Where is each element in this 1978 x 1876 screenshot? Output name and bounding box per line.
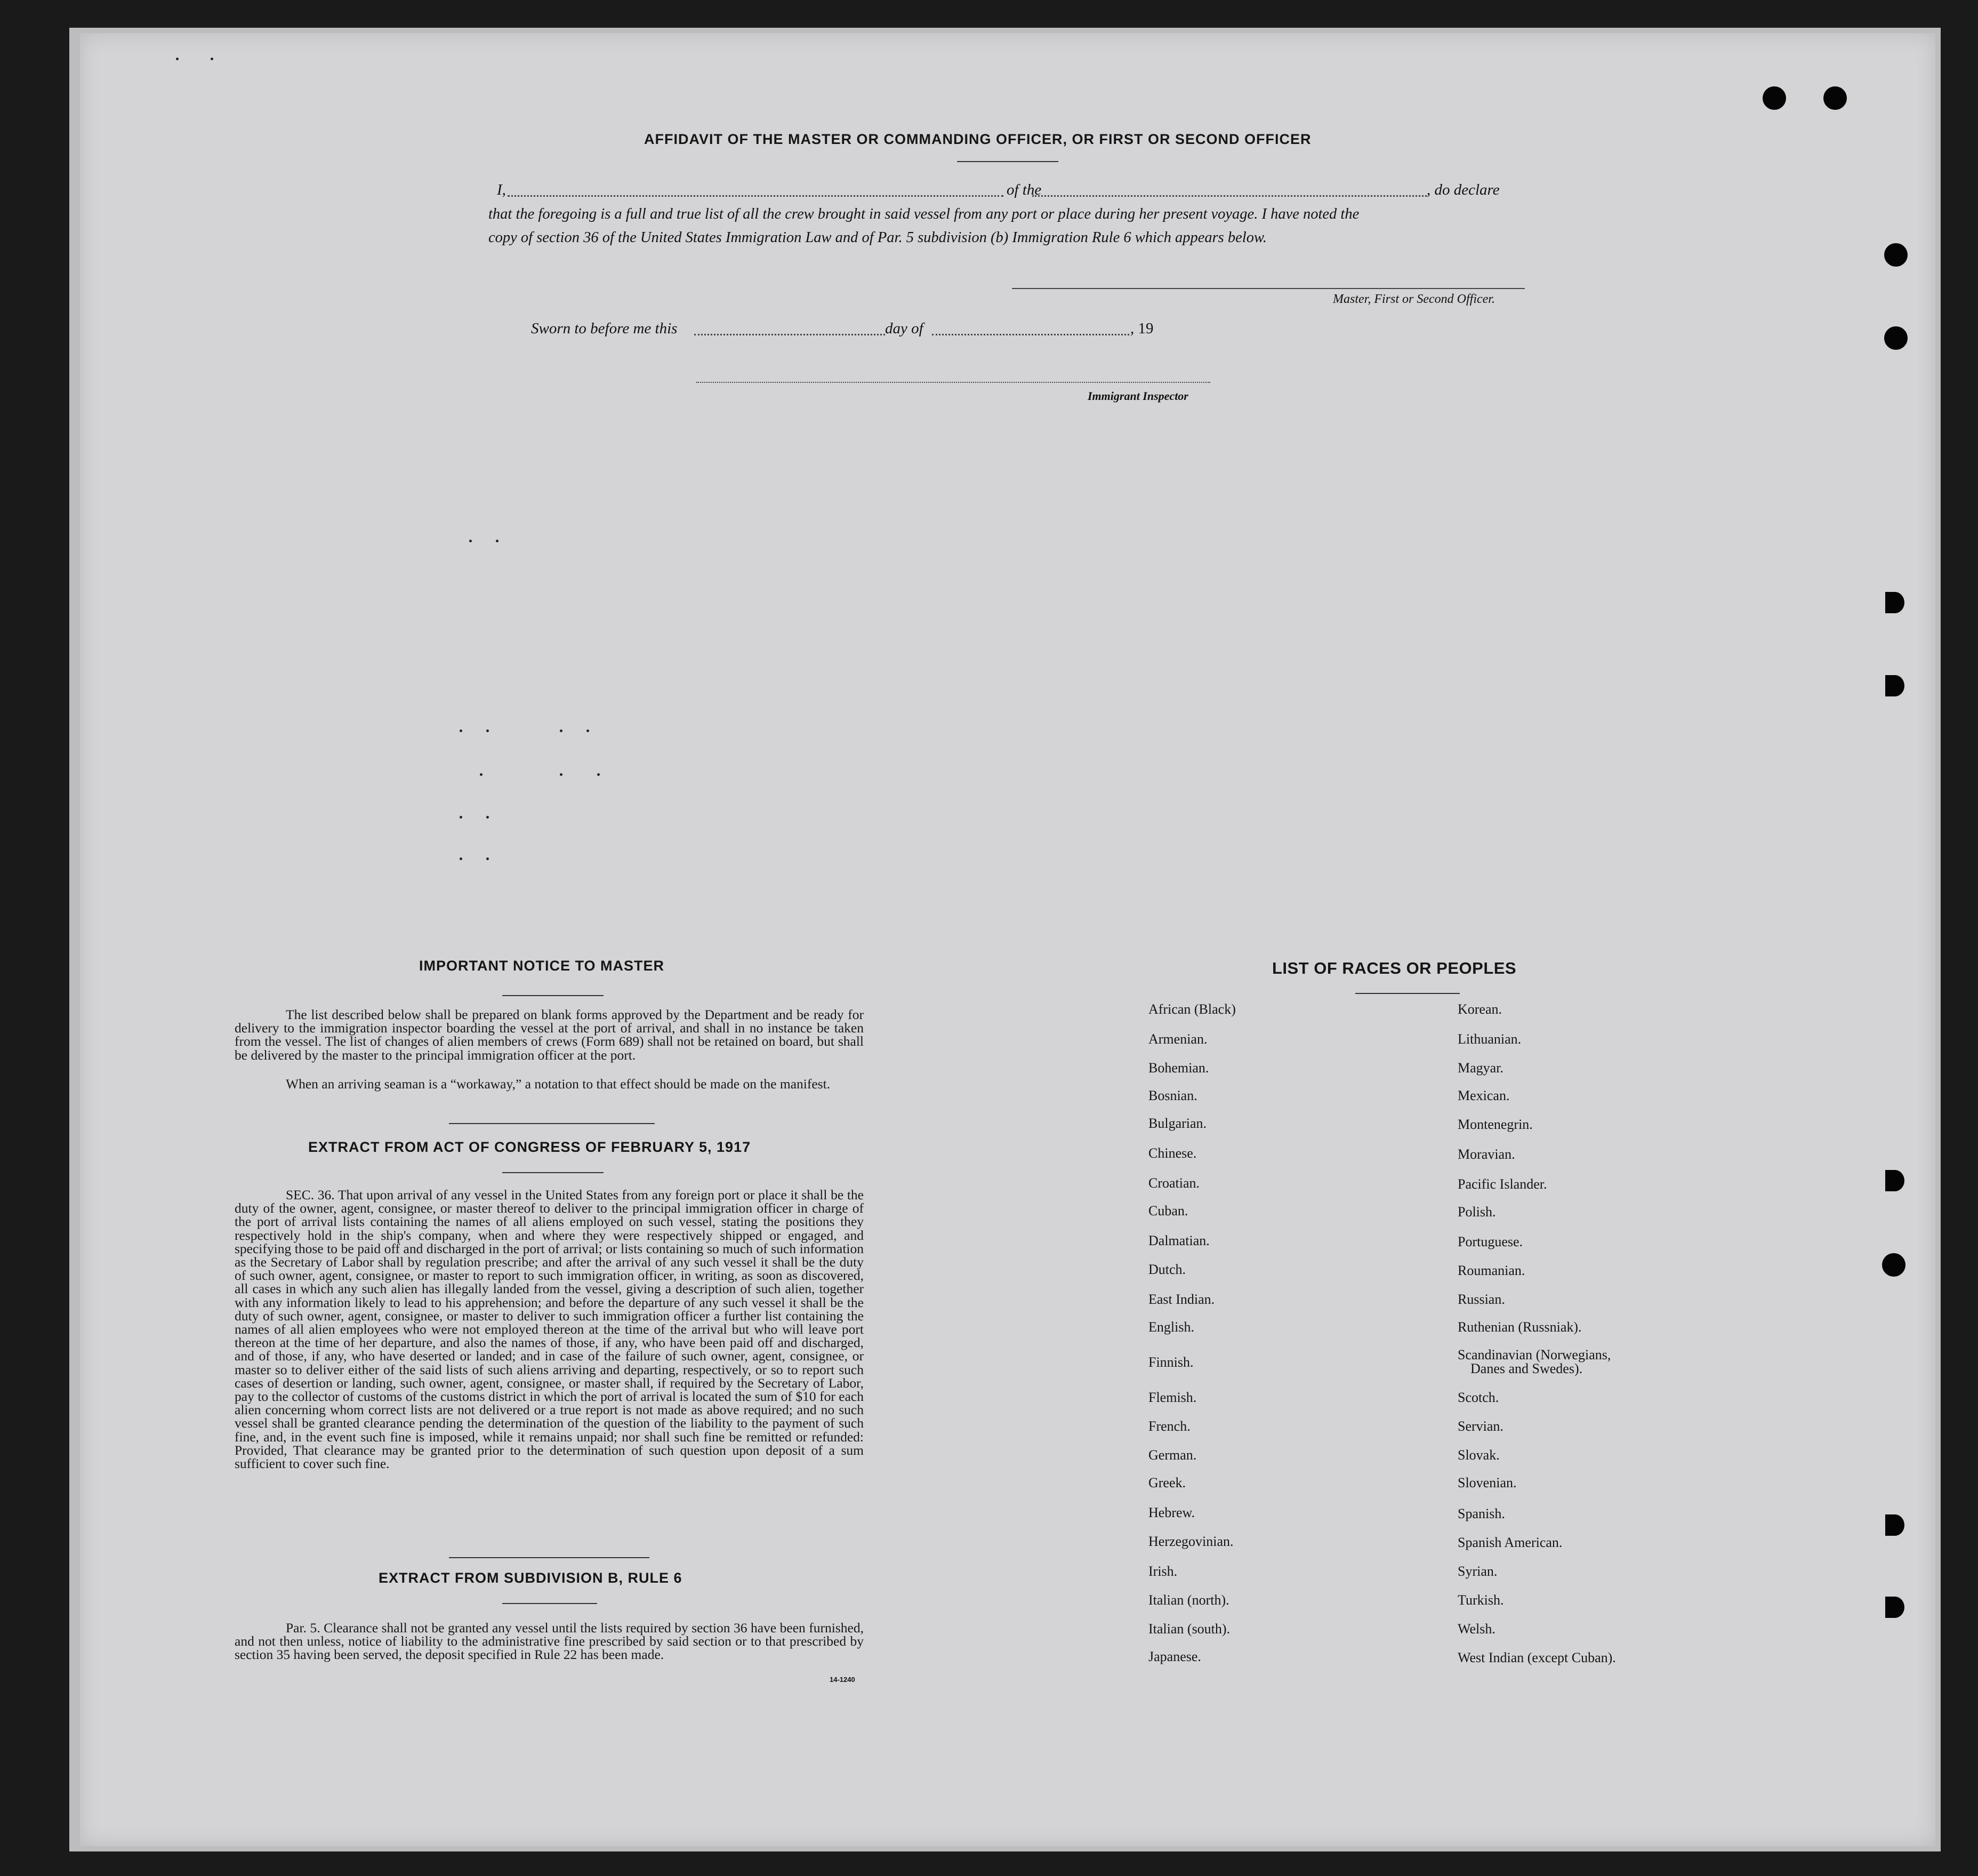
race-item: Spanish. [1458, 1506, 1505, 1521]
speck [586, 729, 589, 732]
notice-title: IMPORTANT NOTICE TO MASTER [419, 958, 664, 974]
race-item: East Indian. [1148, 1292, 1215, 1307]
race-item: Montenegrin. [1458, 1117, 1533, 1132]
speck [560, 729, 562, 732]
punch-hole [1885, 1170, 1904, 1191]
race-item: Greek. [1148, 1475, 1186, 1490]
race-item: Pacific Islander. [1458, 1176, 1547, 1192]
race-item: French. [1148, 1418, 1191, 1434]
race-item: Finnish. [1148, 1354, 1194, 1370]
race-item: Flemish. [1148, 1390, 1197, 1405]
speck [486, 729, 489, 732]
month-blank[interactable] [932, 334, 1129, 335]
speck [460, 816, 462, 819]
speck [460, 857, 462, 860]
race-item: Dutch. [1148, 1262, 1186, 1277]
speck [176, 58, 179, 60]
race-item: German. [1148, 1447, 1197, 1463]
race-item: Korean. [1458, 1001, 1502, 1017]
punch-hole [1885, 592, 1904, 613]
punch-hole [1885, 1597, 1904, 1618]
race-item: Portuguese. [1458, 1234, 1523, 1249]
sworn-date-blank[interactable] [694, 334, 885, 335]
signature-line[interactable] [1012, 288, 1525, 289]
divider [1355, 993, 1460, 994]
vessel-blank[interactable] [1032, 195, 1427, 197]
race-item: Polish. [1458, 1204, 1496, 1220]
divider [449, 1557, 649, 1558]
speck [597, 773, 600, 776]
race-item: Bohemian. [1148, 1060, 1209, 1076]
sworn-label: Sworn to before me this [531, 320, 678, 337]
manifest-page [80, 33, 1935, 1846]
form-number: 14-1240 [830, 1675, 855, 1683]
affidavit-statement-line2: that the foregoing is a full and true list of all the crew brought in said vessel from any port or place during her present voyage. I have noted the [488, 206, 1360, 222]
races-title: LIST OF RACES OR PEOPLES [1272, 959, 1517, 977]
race-item: Magyar. [1458, 1060, 1503, 1076]
punch-hole [1885, 1514, 1904, 1536]
punch-hole [1882, 1253, 1905, 1277]
signature-caption: Master, First or Second Officer. [1333, 292, 1495, 306]
race-item: Scotch. [1458, 1390, 1499, 1405]
race-item: Spanish American. [1458, 1535, 1563, 1550]
speck [211, 58, 213, 60]
race-item: African (Black) [1148, 1001, 1236, 1017]
affidavit-of-the-label: of the [1007, 181, 1042, 198]
race-item: Ruthenian (Russniak). [1458, 1319, 1582, 1335]
race-item: Herzegovinian. [1148, 1534, 1234, 1549]
race-item: Bosnian. [1148, 1088, 1197, 1103]
race-item: Japanese. [1148, 1649, 1201, 1664]
affidavit-statement-line3: copy of section 36 of the United States Immigration Law and of Par. 5 subdivision (b) Immigration Rule 6 which appears below. [488, 229, 1267, 246]
speck [469, 540, 472, 542]
inspector-signature-line[interactable] [696, 382, 1210, 383]
race-item: Servian. [1458, 1418, 1503, 1434]
punch-hole [1884, 326, 1908, 350]
punch-hole [1763, 86, 1786, 110]
notice-paragraph-2: When an arriving seaman is a “workaway,” a notation to that effect should be made on the manifest. [286, 1076, 831, 1092]
divider [502, 995, 604, 996]
divider [957, 161, 1058, 162]
speck [486, 816, 489, 819]
race-item: Slovak. [1458, 1447, 1500, 1463]
divider [502, 1172, 604, 1173]
race-item: Slovenian. [1458, 1475, 1517, 1490]
race-item: Dalmatian. [1148, 1233, 1210, 1248]
race-item: Croatian. [1148, 1175, 1200, 1191]
extract-act-title: EXTRACT FROM ACT OF CONGRESS OF FEBRUARY 5, 1917 [308, 1139, 751, 1155]
race-item: Bulgarian. [1148, 1116, 1207, 1131]
punch-hole [1823, 86, 1847, 110]
extract-rule-title: EXTRACT FROM SUBDIVISION B, RULE 6 [379, 1570, 682, 1586]
race-item: Moravian. [1458, 1147, 1515, 1162]
race-item: Welsh. [1458, 1621, 1495, 1637]
punch-hole [1885, 675, 1904, 696]
race-item: Mexican. [1458, 1088, 1510, 1103]
race-item: Scandinavian (Norwegians, [1458, 1347, 1611, 1362]
race-item: Hebrew. [1148, 1505, 1195, 1520]
speck [496, 540, 498, 542]
race-item: Russian. [1458, 1292, 1505, 1307]
speck [460, 729, 462, 732]
section-36-text: SEC. 36. That upon arrival of any vessel in the United States from any foreign port or place it shall be the duty of the owner, agent, consignee, or master thereof to deliver to the principal immigration officer in charge of the port of arrival lists containing the names of all aliens employed on such vessel, stating the positions they respectively hold in the ship's company, when and where they were respectively shipped or engaged, and specifying those to be paid off and discharged in the port of arrival; or lists containing so much of such information as the Secretary of Labor shall by regulation prescribe; and after the arrival of any such vessel it shall be the duty of such owner, agent, consignee, or master to report to such immigration officer, in writing, as soon as discovered, all cases in which any such alien has illegally landed from the vessel, giving a description of such alien, together with any information likely to lead to his apprehension; and before the departure of any such vessel it shall be the duty of such owner, agent, consignee, or master to deliver to such immigration officer a further list containing the names of all alien employees who were not employed thereon at the time of the arrival but who will leave port thereon at the time of her departure, and also the names of those, if any, who have been paid off and discharged, and of those, if any, who have deserted or landed; and in case of the failure of such owner, agent, consignee, or master so to deliver either of the said lists of such aliens arriving and departing, respectively, or so to report such cases of desertion or landing, such owner, agent, consignee, or master shall, if required by the Secretary of Labor, pay to the collector of customs of the customs district in which the port of arrival is located the sum of $10 for each alien concerning whom correct lists are not delivered or a true report is not made as above required; and no such vessel shall be granted clearance pending the determination of the question of the liability to the payment of such fine, and, in the event such fine is imposed, while it remains unpaid; nor shall such fine be remitted or refunded: Provided, That clearance may be granted prior to the determination of such question upon deposit of a sum sufficient to cover such fine. [235, 1187, 864, 1472]
race-item: Armenian. [1148, 1031, 1208, 1047]
race-scandinavian-continued: Danes and Swedes). [1470, 1361, 1583, 1376]
notice-paragraph-1: The list described below shall be prepared on blank forms approved by the Department and be ready for delivery to the immigration inspector boarding the vessel at the port of arrival, and shall in no instance be taken from the vessel. The list of changes of alien members of crews (Form 689) shall not be retained on board, but shall be delivered by the master to the principal immigration officer at the port. [235, 1007, 864, 1063]
divider [449, 1123, 655, 1124]
speck [480, 773, 483, 776]
race-item: West Indian (except Cuban). [1458, 1650, 1616, 1665]
race-item: Chinese. [1148, 1145, 1197, 1161]
race-item: Turkish. [1458, 1592, 1504, 1608]
affidavit-i-label: I, [497, 181, 506, 198]
race-item: Irish. [1148, 1564, 1178, 1579]
race-item: Italian (north). [1148, 1592, 1229, 1608]
speck [560, 773, 562, 776]
race-item: Lithuanian. [1458, 1031, 1522, 1047]
race-item: Syrian. [1458, 1564, 1498, 1579]
rule-6-text: Par. 5. Clearance shall not be granted any vessel until the lists required by section 36 have been furnished, and not then unless, notice of liability to the administrative fine prescribed by said section or to that prescribed by section 35 having been served, the deposit specified in Rule 22 has been made. [235, 1620, 864, 1663]
race-item: Cuban. [1148, 1203, 1188, 1218]
inspector-caption: Immigrant Inspector [1088, 389, 1188, 403]
divider [502, 1603, 597, 1604]
punch-hole [1884, 243, 1908, 267]
affidavit-declare-label: , do declare [1427, 181, 1500, 198]
affidavit-title: AFFIDAVIT OF THE MASTER OR COMMANDING OFFICER, OR FIRST OR SECOND OFFICER [644, 131, 1312, 147]
name-blank[interactable] [508, 195, 1003, 197]
day-of-label: day of [885, 320, 923, 337]
race-item: English. [1148, 1319, 1194, 1335]
year-label: , 19 [1130, 320, 1154, 337]
race-item: Roumanian. [1458, 1263, 1525, 1278]
race-item: Italian (south). [1148, 1621, 1231, 1637]
speck [486, 857, 489, 860]
